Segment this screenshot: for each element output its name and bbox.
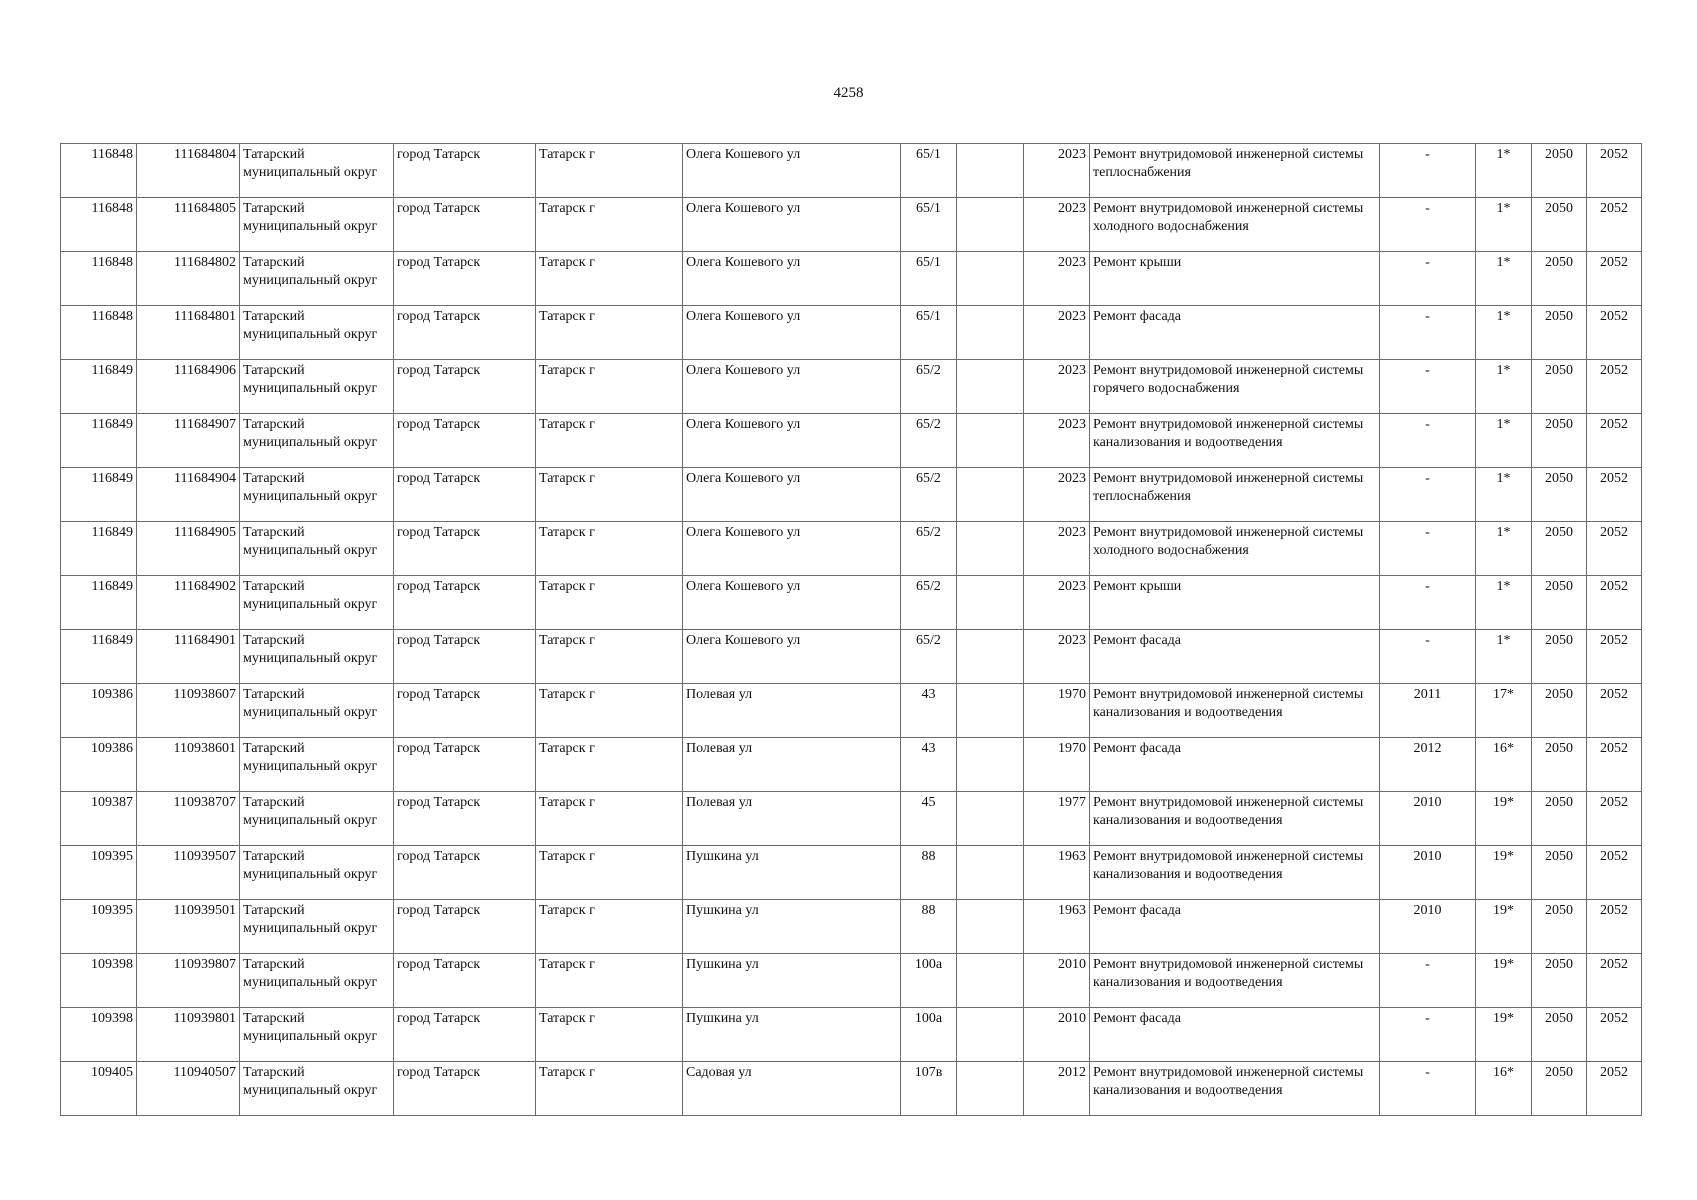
cell-work-type: Ремонт внутридомовой инженерной системы канализования и водоотведения (1090, 792, 1380, 846)
table-row (61, 360, 1642, 414)
cell-work-id: 111684907 (137, 414, 240, 468)
cell-house-id: 116848 (61, 306, 137, 360)
cell-house-id: 109405 (61, 1062, 137, 1116)
cell-settlement: город Татарск (394, 144, 536, 198)
cell-building (957, 414, 1024, 468)
cell-house-id: 109386 (61, 684, 137, 738)
cell-building (957, 576, 1024, 630)
cell-house-id: 116848 (61, 252, 137, 306)
cell-last-repair-year: - (1380, 1062, 1476, 1116)
cell-settlement: город Татарск (394, 792, 536, 846)
cell-district: Татарский муниципальный округ (240, 198, 394, 252)
table-row (61, 1062, 1642, 1116)
cell-priority: 19* (1476, 792, 1532, 846)
cell-district: Татарский муниципальный округ (240, 738, 394, 792)
cell-building (957, 846, 1024, 900)
cell-building (957, 252, 1024, 306)
table-row (61, 846, 1642, 900)
cell-district: Татарский муниципальный округ (240, 360, 394, 414)
cell-building (957, 144, 1024, 198)
cell-priority: 1* (1476, 414, 1532, 468)
cell-construction-year: 2010 (1024, 1008, 1090, 1062)
cell-start-year: 2050 (1532, 684, 1587, 738)
cell-work-id: 110938607 (137, 684, 240, 738)
cell-house-number: 65/1 (901, 306, 957, 360)
cell-priority: 1* (1476, 144, 1532, 198)
cell-priority: 19* (1476, 1008, 1532, 1062)
cell-street: Полевая ул (683, 792, 901, 846)
cell-priority: 1* (1476, 360, 1532, 414)
cell-priority: 16* (1476, 738, 1532, 792)
cell-priority: 1* (1476, 630, 1532, 684)
cell-construction-year: 2023 (1024, 360, 1090, 414)
cell-building (957, 900, 1024, 954)
cell-construction-year: 1977 (1024, 792, 1090, 846)
cell-district: Татарский муниципальный округ (240, 414, 394, 468)
cell-house-number: 88 (901, 900, 957, 954)
cell-last-repair-year: - (1380, 630, 1476, 684)
cell-street: Олега Кошевого ул (683, 360, 901, 414)
cell-last-repair-year: - (1380, 1008, 1476, 1062)
cell-construction-year: 2023 (1024, 198, 1090, 252)
cell-house-id: 116849 (61, 414, 137, 468)
cell-start-year: 2050 (1532, 198, 1587, 252)
cell-locality: Татарск г (536, 468, 683, 522)
cell-house-id: 116849 (61, 630, 137, 684)
table-row (61, 1008, 1642, 1062)
cell-priority: 1* (1476, 576, 1532, 630)
cell-house-id: 116848 (61, 198, 137, 252)
cell-work-type: Ремонт внутридомовой инженерной системы теплоснабжения (1090, 144, 1380, 198)
cell-last-repair-year: 2010 (1380, 846, 1476, 900)
cell-locality: Татарск г (536, 306, 683, 360)
cell-house-id: 116849 (61, 468, 137, 522)
cell-street: Олега Кошевого ул (683, 198, 901, 252)
cell-district: Татарский муниципальный округ (240, 144, 394, 198)
cell-settlement: город Татарск (394, 738, 536, 792)
cell-settlement: город Татарск (394, 1062, 536, 1116)
page-number: 4258 (833, 85, 864, 101)
cell-last-repair-year: 2011 (1380, 684, 1476, 738)
cell-end-year: 2052 (1587, 792, 1642, 846)
cell-locality: Татарск г (536, 576, 683, 630)
cell-settlement: город Татарск (394, 900, 536, 954)
cell-start-year: 2050 (1532, 522, 1587, 576)
cell-house-number: 65/1 (901, 144, 957, 198)
cell-work-id: 111684904 (137, 468, 240, 522)
cell-last-repair-year: - (1380, 198, 1476, 252)
cell-house-id: 109398 (61, 954, 137, 1008)
cell-end-year: 2052 (1587, 1062, 1642, 1116)
cell-locality: Татарск г (536, 252, 683, 306)
cell-locality: Татарск г (536, 414, 683, 468)
cell-house-number: 43 (901, 738, 957, 792)
cell-construction-year: 2010 (1024, 954, 1090, 1008)
cell-last-repair-year: - (1380, 522, 1476, 576)
cell-district: Татарский муниципальный округ (240, 1062, 394, 1116)
cell-street: Олега Кошевого ул (683, 522, 901, 576)
cell-work-type: Ремонт внутридомовой инженерной системы канализования и водоотведения (1090, 1062, 1380, 1116)
cell-house-number: 65/2 (901, 360, 957, 414)
cell-start-year: 2050 (1532, 576, 1587, 630)
cell-priority: 1* (1476, 306, 1532, 360)
cell-settlement: город Татарск (394, 468, 536, 522)
cell-street: Пушкина ул (683, 1008, 901, 1062)
cell-work-id: 111684905 (137, 522, 240, 576)
cell-last-repair-year: - (1380, 954, 1476, 1008)
cell-start-year: 2050 (1532, 306, 1587, 360)
cell-construction-year: 2023 (1024, 252, 1090, 306)
cell-settlement: город Татарск (394, 630, 536, 684)
cell-end-year: 2052 (1587, 684, 1642, 738)
cell-work-id: 110939501 (137, 900, 240, 954)
cell-district: Татарский муниципальный округ (240, 468, 394, 522)
cell-work-type: Ремонт внутридомовой инженерной системы холодного водоснабжения (1090, 522, 1380, 576)
cell-house-number: 65/2 (901, 414, 957, 468)
cell-start-year: 2050 (1532, 360, 1587, 414)
cell-work-id: 111684901 (137, 630, 240, 684)
cell-start-year: 2050 (1532, 1062, 1587, 1116)
cell-locality: Татарск г (536, 900, 683, 954)
cell-end-year: 2052 (1587, 846, 1642, 900)
cell-district: Татарский муниципальный округ (240, 846, 394, 900)
cell-priority: 19* (1476, 900, 1532, 954)
cell-priority: 1* (1476, 522, 1532, 576)
cell-street: Олега Кошевого ул (683, 252, 901, 306)
cell-work-id: 111684804 (137, 144, 240, 198)
cell-settlement: город Татарск (394, 522, 536, 576)
cell-priority: 1* (1476, 252, 1532, 306)
cell-locality: Татарск г (536, 954, 683, 1008)
cell-work-id: 110939807 (137, 954, 240, 1008)
cell-work-type: Ремонт фасада (1090, 306, 1380, 360)
cell-house-id: 109395 (61, 846, 137, 900)
cell-last-repair-year: 2010 (1380, 792, 1476, 846)
cell-district: Татарский муниципальный округ (240, 684, 394, 738)
cell-building (957, 306, 1024, 360)
cell-construction-year: 1970 (1024, 684, 1090, 738)
table-row (61, 198, 1642, 252)
cell-work-id: 111684801 (137, 306, 240, 360)
cell-work-type: Ремонт внутридомовой инженерной системы канализования и водоотведения (1090, 684, 1380, 738)
cell-locality: Татарск г (536, 684, 683, 738)
cell-work-type: Ремонт фасада (1090, 1008, 1380, 1062)
cell-start-year: 2050 (1532, 1008, 1587, 1062)
cell-work-type: Ремонт фасада (1090, 900, 1380, 954)
cell-work-id: 110939801 (137, 1008, 240, 1062)
table-row (61, 684, 1642, 738)
cell-work-id: 110940507 (137, 1062, 240, 1116)
cell-construction-year: 2023 (1024, 630, 1090, 684)
cell-house-number: 43 (901, 684, 957, 738)
cell-start-year: 2050 (1532, 414, 1587, 468)
table-body (61, 144, 1642, 1116)
cell-house-number: 107в (901, 1062, 957, 1116)
cell-settlement: город Татарск (394, 1008, 536, 1062)
table-row (61, 468, 1642, 522)
cell-start-year: 2050 (1532, 144, 1587, 198)
cell-work-type: Ремонт внутридомовой инженерной системы канализования и водоотведения (1090, 414, 1380, 468)
cell-building (957, 792, 1024, 846)
cell-last-repair-year: - (1380, 360, 1476, 414)
cell-start-year: 2050 (1532, 954, 1587, 1008)
cell-locality: Татарск г (536, 846, 683, 900)
cell-building (957, 1008, 1024, 1062)
cell-street: Олега Кошевого ул (683, 306, 901, 360)
cell-priority: 17* (1476, 684, 1532, 738)
cell-district: Татарский муниципальный округ (240, 630, 394, 684)
cell-last-repair-year: - (1380, 414, 1476, 468)
cell-end-year: 2052 (1587, 738, 1642, 792)
cell-locality: Татарск г (536, 1062, 683, 1116)
cell-settlement: город Татарск (394, 252, 536, 306)
table-row (61, 576, 1642, 630)
cell-construction-year: 2023 (1024, 468, 1090, 522)
cell-construction-year: 2023 (1024, 144, 1090, 198)
cell-house-id: 109386 (61, 738, 137, 792)
cell-end-year: 2052 (1587, 468, 1642, 522)
cell-locality: Татарск г (536, 522, 683, 576)
cell-district: Татарский муниципальный округ (240, 522, 394, 576)
table-row (61, 630, 1642, 684)
table-row (61, 738, 1642, 792)
cell-house-number: 65/1 (901, 198, 957, 252)
cell-house-number: 65/1 (901, 252, 957, 306)
cell-construction-year: 1970 (1024, 738, 1090, 792)
cell-street: Пушкина ул (683, 846, 901, 900)
cell-end-year: 2052 (1587, 900, 1642, 954)
cell-house-number: 100а (901, 954, 957, 1008)
cell-last-repair-year: - (1380, 576, 1476, 630)
cell-end-year: 2052 (1587, 360, 1642, 414)
cell-locality: Татарск г (536, 1008, 683, 1062)
cell-building (957, 684, 1024, 738)
cell-house-number: 65/2 (901, 522, 957, 576)
cell-work-type: Ремонт внутридомовой инженерной системы канализования и водоотведения (1090, 954, 1380, 1008)
cell-locality: Татарск г (536, 198, 683, 252)
cell-work-id: 111684902 (137, 576, 240, 630)
cell-last-repair-year: - (1380, 306, 1476, 360)
cell-last-repair-year: - (1380, 252, 1476, 306)
cell-street: Садовая ул (683, 1062, 901, 1116)
cell-street: Пушкина ул (683, 900, 901, 954)
cell-building (957, 954, 1024, 1008)
cell-building (957, 738, 1024, 792)
cell-start-year: 2050 (1532, 900, 1587, 954)
cell-locality: Татарск г (536, 792, 683, 846)
cell-house-number: 65/2 (901, 630, 957, 684)
cell-priority: 1* (1476, 198, 1532, 252)
cell-construction-year: 2023 (1024, 306, 1090, 360)
cell-settlement: город Татарск (394, 414, 536, 468)
cell-house-number: 88 (901, 846, 957, 900)
table-row (61, 144, 1642, 198)
cell-start-year: 2050 (1532, 252, 1587, 306)
cell-street: Полевая ул (683, 684, 901, 738)
cell-priority: 19* (1476, 846, 1532, 900)
cell-locality: Татарск г (536, 144, 683, 198)
cell-house-number: 65/2 (901, 468, 957, 522)
cell-construction-year: 2023 (1024, 414, 1090, 468)
cell-work-type: Ремонт внутридомовой инженерной системы холодного водоснабжения (1090, 198, 1380, 252)
cell-district: Татарский муниципальный округ (240, 252, 394, 306)
cell-work-type: Ремонт внутридомовой инженерной системы горячего водоснабжения (1090, 360, 1380, 414)
cell-district: Татарский муниципальный округ (240, 900, 394, 954)
cell-construction-year: 2023 (1024, 576, 1090, 630)
cell-district: Татарский муниципальный округ (240, 792, 394, 846)
cell-work-id: 111684805 (137, 198, 240, 252)
cell-settlement: город Татарск (394, 306, 536, 360)
cell-end-year: 2052 (1587, 306, 1642, 360)
cell-work-type: Ремонт фасада (1090, 738, 1380, 792)
cell-end-year: 2052 (1587, 252, 1642, 306)
repair-registry-table (60, 143, 1642, 1116)
cell-work-id: 111684802 (137, 252, 240, 306)
cell-district: Татарский муниципальный округ (240, 306, 394, 360)
cell-last-repair-year: - (1380, 144, 1476, 198)
cell-last-repair-year: 2010 (1380, 900, 1476, 954)
cell-street: Олега Кошевого ул (683, 144, 901, 198)
cell-start-year: 2050 (1532, 792, 1587, 846)
table-row (61, 306, 1642, 360)
table-row (61, 414, 1642, 468)
cell-street: Полевая ул (683, 738, 901, 792)
cell-district: Татарский муниципальный округ (240, 954, 394, 1008)
table-row (61, 954, 1642, 1008)
cell-house-number: 65/2 (901, 576, 957, 630)
cell-priority: 16* (1476, 1062, 1532, 1116)
cell-end-year: 2052 (1587, 414, 1642, 468)
cell-settlement: город Татарск (394, 954, 536, 1008)
cell-work-type: Ремонт крыши (1090, 576, 1380, 630)
cell-street: Олега Кошевого ул (683, 468, 901, 522)
cell-last-repair-year: 2012 (1380, 738, 1476, 792)
cell-house-number: 45 (901, 792, 957, 846)
cell-work-id: 110938601 (137, 738, 240, 792)
cell-start-year: 2050 (1532, 468, 1587, 522)
cell-settlement: город Татарск (394, 684, 536, 738)
cell-end-year: 2052 (1587, 630, 1642, 684)
cell-house-id: 109395 (61, 900, 137, 954)
cell-settlement: город Татарск (394, 360, 536, 414)
table-row (61, 900, 1642, 954)
cell-locality: Татарск г (536, 630, 683, 684)
cell-house-number: 100а (901, 1008, 957, 1062)
table-row (61, 522, 1642, 576)
cell-work-type: Ремонт внутридомовой инженерной системы канализования и водоотведения (1090, 846, 1380, 900)
cell-start-year: 2050 (1532, 738, 1587, 792)
cell-end-year: 2052 (1587, 522, 1642, 576)
cell-end-year: 2052 (1587, 954, 1642, 1008)
table-row (61, 792, 1642, 846)
cell-street: Олега Кошевого ул (683, 576, 901, 630)
cell-street: Олега Кошевого ул (683, 630, 901, 684)
cell-house-id: 109398 (61, 1008, 137, 1062)
cell-building (957, 198, 1024, 252)
cell-work-id: 110938707 (137, 792, 240, 846)
cell-house-id: 109387 (61, 792, 137, 846)
cell-construction-year: 1963 (1024, 846, 1090, 900)
cell-building (957, 1062, 1024, 1116)
cell-locality: Татарск г (536, 360, 683, 414)
cell-settlement: город Татарск (394, 846, 536, 900)
cell-end-year: 2052 (1587, 144, 1642, 198)
cell-priority: 1* (1476, 468, 1532, 522)
cell-district: Татарский муниципальный округ (240, 1008, 394, 1062)
cell-settlement: город Татарск (394, 198, 536, 252)
cell-priority: 19* (1476, 954, 1532, 1008)
cell-building (957, 468, 1024, 522)
cell-work-id: 111684906 (137, 360, 240, 414)
cell-locality: Татарск г (536, 738, 683, 792)
cell-end-year: 2052 (1587, 198, 1642, 252)
cell-house-id: 116849 (61, 522, 137, 576)
cell-house-id: 116849 (61, 360, 137, 414)
cell-street: Олега Кошевого ул (683, 414, 901, 468)
cell-construction-year: 2023 (1024, 522, 1090, 576)
cell-work-id: 110939507 (137, 846, 240, 900)
cell-building (957, 522, 1024, 576)
cell-house-id: 116848 (61, 144, 137, 198)
table-row (61, 252, 1642, 306)
cell-last-repair-year: - (1380, 468, 1476, 522)
cell-work-type: Ремонт крыши (1090, 252, 1380, 306)
cell-building (957, 630, 1024, 684)
cell-building (957, 360, 1024, 414)
cell-house-id: 116849 (61, 576, 137, 630)
cell-district: Татарский муниципальный округ (240, 576, 394, 630)
cell-street: Пушкина ул (683, 954, 901, 1008)
cell-start-year: 2050 (1532, 630, 1587, 684)
cell-construction-year: 2012 (1024, 1062, 1090, 1116)
cell-settlement: город Татарск (394, 576, 536, 630)
cell-end-year: 2052 (1587, 576, 1642, 630)
cell-work-type: Ремонт фасада (1090, 630, 1380, 684)
cell-start-year: 2050 (1532, 846, 1587, 900)
cell-end-year: 2052 (1587, 1008, 1642, 1062)
cell-construction-year: 1963 (1024, 900, 1090, 954)
cell-work-type: Ремонт внутридомовой инженерной системы теплоснабжения (1090, 468, 1380, 522)
